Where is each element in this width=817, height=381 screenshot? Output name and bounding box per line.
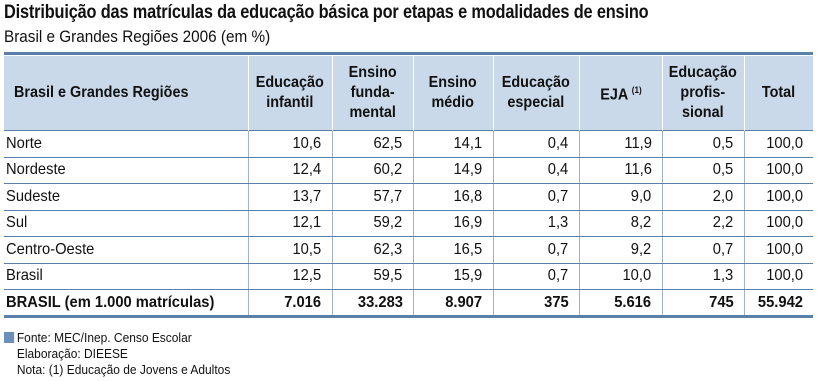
value-cell: 16,8 [413,184,493,211]
value-cell: 8.907 [413,290,493,317]
region-cell: Sudeste [4,184,248,211]
value-cell: 0,4 [493,157,579,184]
table-title: Distribuição das matrículas da educação básica por etapas e modalidades de ensino [4,2,649,23]
region-cell: Brasil [4,263,248,290]
value-cell: 0,7 [662,237,744,264]
value-cell: 57,7 [332,184,413,211]
source-note: Fonte: MEC/Inep. Censo Escolar [4,330,230,346]
value-cell: 15,9 [413,263,493,290]
value-cell: 0,5 [662,131,744,158]
value-cell: 100,0 [744,263,813,290]
value-cell: 100,0 [744,157,813,184]
region-cell: Centro-Oeste [4,237,248,264]
value-cell: 2,2 [662,210,744,237]
value-cell: 0,7 [493,263,579,290]
header-medio: Ensino médio [413,56,493,131]
table-subtitle: Brasil e Grandes Regiões 2006 (em %) [4,27,271,46]
table-row [4,157,813,184]
value-cell: 8,2 [579,210,662,237]
value-cell: 11,9 [579,131,662,158]
value-cell: 60,2 [332,157,413,184]
table-row [4,184,813,211]
legend-swatch [4,332,14,343]
value-cell: 1,3 [662,263,744,290]
value-cell: 9,2 [579,237,662,264]
value-cell: 33.283 [332,290,413,317]
value-cell: 12,4 [248,157,332,184]
footnotes [4,330,250,378]
eja-footnote-marker: (1) [631,85,642,96]
value-cell: 62,3 [332,237,413,264]
value-cell: 55.942 [744,290,813,317]
value-cell: 0,7 [493,184,579,211]
value-cell: 1,3 [493,210,579,237]
value-cell: 14,1 [413,131,493,158]
header-row [4,56,813,131]
value-cell: 16,5 [413,237,493,264]
value-cell: 12,5 [248,263,332,290]
value-cell: 100,0 [744,184,813,211]
header-infantil: Educação infantil [248,56,332,131]
value-cell: 7.016 [248,290,332,317]
value-cell: 10,0 [579,263,662,290]
header-profissional: Educação profis- sional [662,56,744,131]
value-cell: 59,2 [332,210,413,237]
value-cell: 100,0 [744,131,813,158]
enrollment-table [4,56,813,318]
table-row [4,263,813,290]
table-row [4,210,813,237]
value-cell: 100,0 [744,210,813,237]
value-cell: 745 [662,290,744,317]
value-cell: 9,0 [579,184,662,211]
top-rule [4,52,813,55]
value-cell: 59,5 [332,263,413,290]
region-cell: Nordeste [4,157,248,184]
value-cell: 16,9 [413,210,493,237]
value-cell: 10,5 [248,237,332,264]
value-cell: 0,4 [493,131,579,158]
eja-note: Nota: (1) Educação de Jovens e Adultos [16,362,231,377]
header-region: Brasil e Grandes Regiões [4,56,248,131]
table-row [4,237,813,264]
region-cell: Sul [4,210,248,237]
value-cell: 0,7 [493,237,579,264]
value-cell: 14,9 [413,157,493,184]
elaboration-note: Elaboração: DIEESE [16,346,128,361]
header-total: Total [744,56,813,131]
value-cell: 100,0 [744,237,813,264]
value-cell: 13,7 [248,184,332,211]
header-especial: Educação especial [493,56,579,131]
value-cell: 11,6 [579,157,662,184]
table-row [4,131,813,158]
header-eja: EJA $^{(1)}$ [579,56,662,131]
value-cell: 375 [493,290,579,317]
value-cell: 10,6 [248,131,332,158]
header-fundamental: Ensino funda- mental [332,56,413,131]
region-cell: Norte [4,131,248,158]
region-cell: BRASIL (em 1.000 matrículas) [4,290,248,317]
value-cell: 62,5 [332,131,413,158]
value-cell: 2,0 [662,184,744,211]
value-cell: 0,5 [662,157,744,184]
value-cell: 12,1 [248,210,332,237]
value-cell: 5.616 [579,290,662,317]
total-row [4,290,813,317]
